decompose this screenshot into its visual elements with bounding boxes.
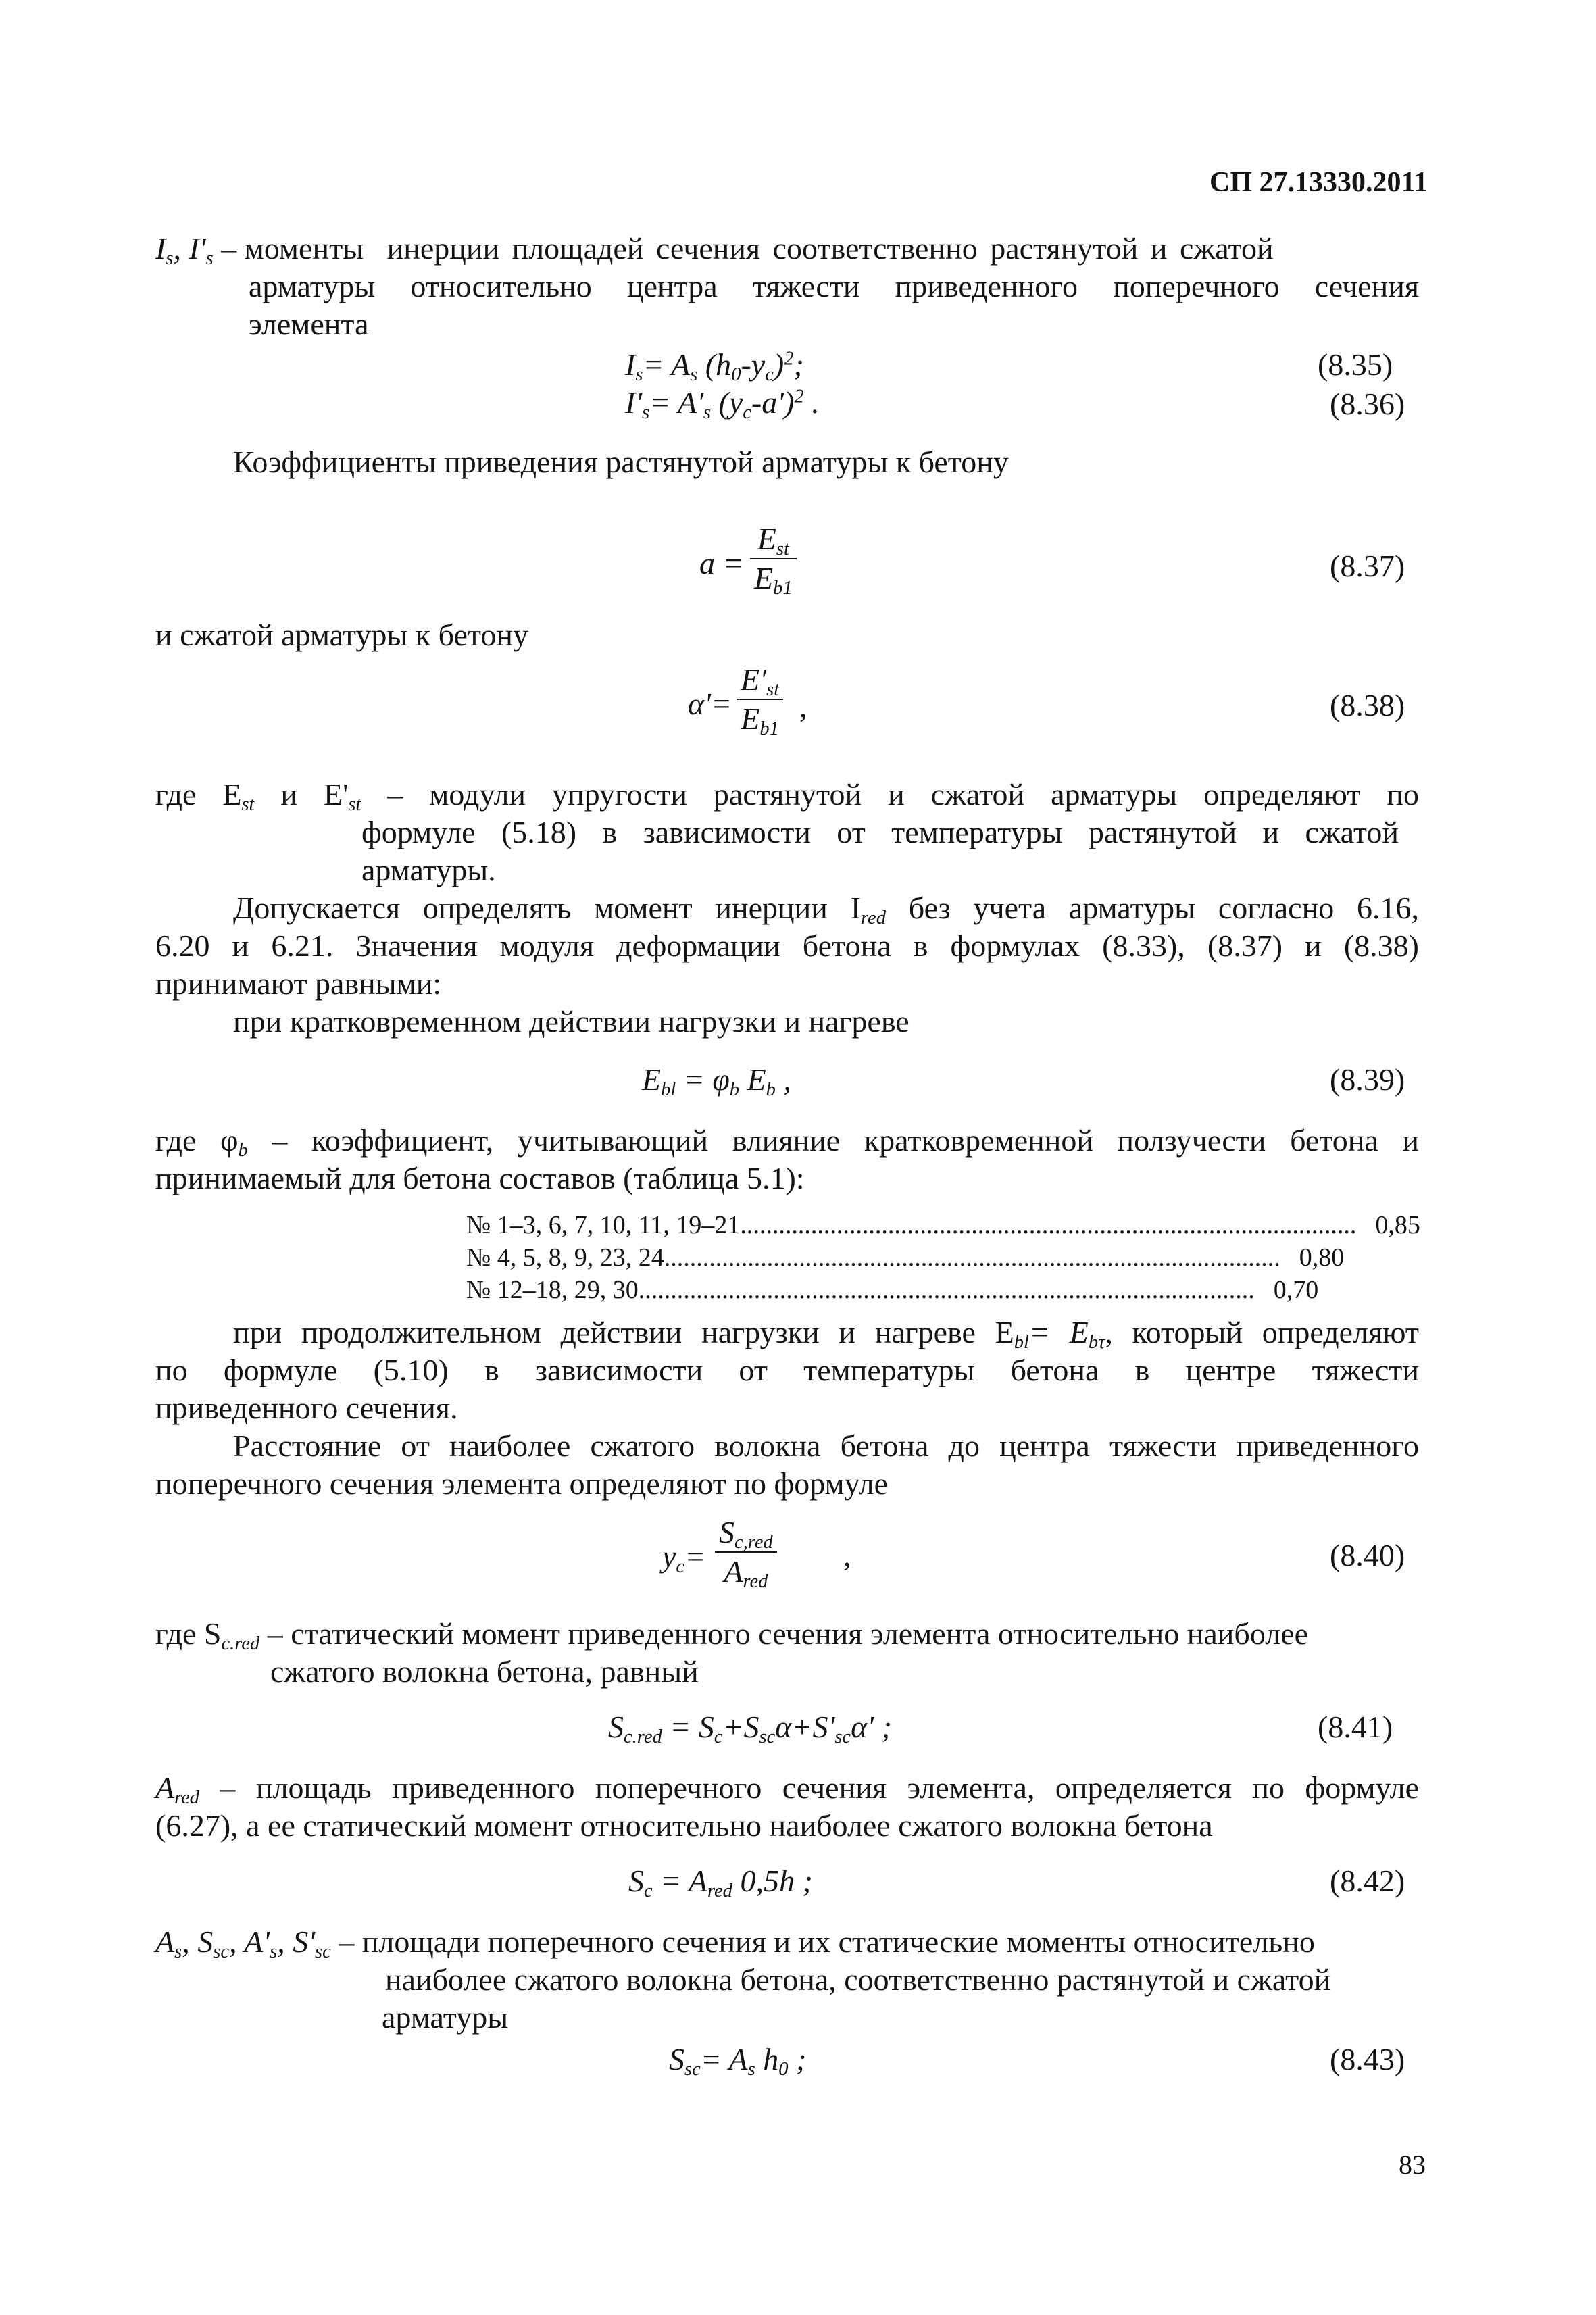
long-term-paragraph-line2: по формуле (5.10) в зависимости от температуры бетона в центре тяжести [155, 1353, 1419, 1387]
distance-paragraph-line1: Расстояние от наиболее сжатого волокна бетона до центра тяжести приведенного [233, 1428, 1419, 1463]
equation-8-38-comma: , [799, 689, 807, 724]
equation-8-40-lhs: $y_c=$ [662, 1539, 706, 1577]
equation-8-42: $S_c = A_{red}$ 0,5h ; [628, 1864, 813, 1901]
equation-8-36: $I'_s= A'_s$ $(y_c-a')^2$ . [625, 385, 820, 423]
equation-number-8-38: (8.38) [1330, 688, 1405, 722]
long-term-paragraph-line1: при продолжительном действии нагрузки и нагреве $E_{bl}= E_{b\tau}$, который определяют [233, 1315, 1420, 1353]
compressed-reinforcement-paragraph: и сжатой арматуры к бетону [155, 618, 528, 652]
as-definition-line3: арматуры [382, 2000, 509, 2035]
long-term-paragraph-line3: приведенного сечения. [155, 1391, 458, 1425]
as-definition-line1: $A_s$, $S_{sc}$, $A'_s$, $S'_{sc}$ – площади поперечного сечения и их статические моменты относительно [155, 1924, 1315, 1962]
equation-number-8-40: (8.40) [1330, 1538, 1405, 1572]
allowed-paragraph-line2: 6.20 и 6.21. Значения модуля деформации бетона в формулах (8.33), (8.37) и (8.38) [155, 928, 1419, 963]
coef-list-item: № 12–18, 29, 30 ................................................................................................ 0,70 [466, 1276, 1319, 1304]
coef-list-item: № 4, 5, 8, 9, 23, 24 ................................................................................................ 0,80 [466, 1243, 1345, 1272]
equation-8-38-lhs: α'= [688, 687, 732, 721]
distance-paragraph-line2: поперечного сечения элемента определяют по формуле [155, 1466, 889, 1501]
equation-number-8-36: (8.36) [1330, 387, 1405, 421]
is-definition-line1: $I_s$, $I'_s$ – моменты инерции площадей сечения соответственно растянутой и сжатой [155, 231, 1274, 269]
est-definition-line2: формуле (5.18) в зависимости от температуры растянутой и сжатой [361, 815, 1399, 849]
equation-number-8-41: (8.41) [1318, 1710, 1393, 1744]
phi-definition-line1: где $\varphi_b$ – коэффициент, учитывающий влияние кратковременной ползучести бетона и [155, 1123, 1419, 1161]
equation-8-35: $I_s= A_s$ $(h_0-y_c)^2$; [625, 347, 804, 385]
phi-definition-line2: принимаемый для бетона составов (таблица 5.1): [155, 1161, 805, 1195]
est-definition-line3: арматуры. [361, 853, 496, 887]
equation-8-39: $E_{bl} = \varphi_b$ $E_b$ , [642, 1062, 791, 1100]
equation-8-43: $S_{sc}= A_s$ $h_0$ ; [669, 2042, 807, 2080]
scred-definition-line2: сжатого волокна бетона, равный [270, 1654, 699, 1689]
scred-definition-line1: где $S_{c.red}$ – статический момент приведенного сечения элемента относительно наиболее [155, 1616, 1309, 1654]
as-definition-line2: наиболее сжатого волокна бетона, соответственно растянутой и сжатой [385, 1962, 1331, 1997]
equation-number-8-39: (8.39) [1330, 1062, 1405, 1097]
equation-8-37-fraction: $E_{st}$ $E_{b1}$ [750, 520, 797, 597]
is-definition-line3: элемента [249, 307, 369, 341]
equation-8-38-fraction: $E'_{st}$ $E_{b1}$ [737, 661, 783, 738]
equation-number-8-35: (8.35) [1318, 347, 1393, 382]
allowed-paragraph-line1: Допускается определять момент инерции $I_{red}$ без учета арматуры согласно 6.16, [233, 891, 1419, 928]
equation-8-40-fraction: $S_{c,red}$ $A_{red}$ [715, 1514, 777, 1591]
ared-definition-line1: $A_{red}$ – площадь приведенного поперечного сечения элемента, определяется по формуле [155, 1770, 1419, 1808]
equation-8-41: $S_{c.red} = S_c+S_{sc}\alpha+S'_{sc}\alpha'$ ; [608, 1710, 892, 1747]
equation-number-8-43: (8.43) [1330, 2042, 1405, 2076]
allowed-paragraph-line3: принимают равными: [155, 966, 442, 1001]
page-number: 83 [1399, 2149, 1426, 2180]
is-definition-line2: арматуры относительно центра тяжести приведенного поперечного сечения [249, 269, 1419, 303]
equation-number-8-37: (8.37) [1330, 549, 1405, 583]
coef-list-item: № 1–3, 6, 7, 10, 11, 19–21 ................................................................................................ 0,85 [466, 1211, 1420, 1239]
document-code: СП 27.13330.2011 [1210, 167, 1428, 198]
ared-definition-line2: (6.27), а ее статический момент относительно наиболее сжатого волокна бетона [155, 1808, 1213, 1843]
equation-number-8-42: (8.42) [1330, 1864, 1405, 1898]
short-term-paragraph: при кратковременном действии нагрузки и нагреве [233, 1004, 909, 1039]
coefficients-paragraph: Коэффициенты приведения растянутой арматуры к бетону [233, 445, 1009, 479]
est-definition-line1: где $E_{st}$ и $E'_{st}$ – модули упругости растянутой и сжатой арматуры определяют по [155, 777, 1419, 815]
equation-8-40-comma: , [843, 1538, 851, 1572]
equation-8-37-lhs: a = [699, 546, 744, 580]
